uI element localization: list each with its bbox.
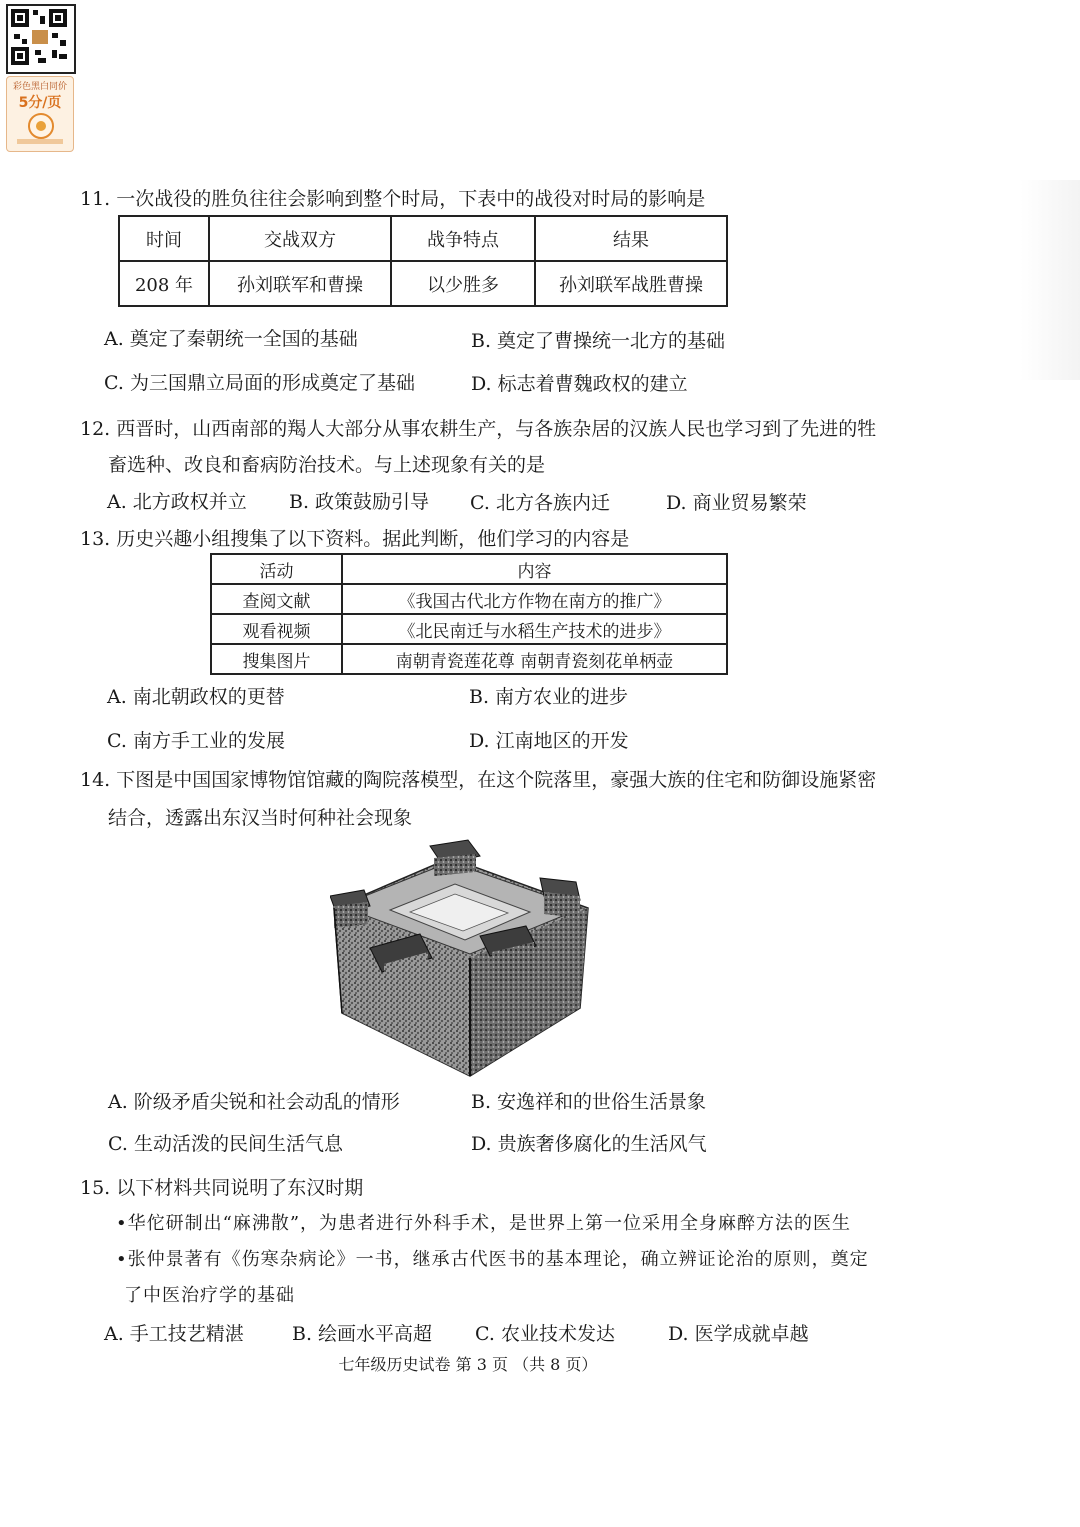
q13-option-c[interactable]: C. 南方手工业的发展: [107, 730, 285, 752]
q13-option-d[interactable]: D. 江南地区的开发: [469, 730, 629, 752]
q11-cell-feature: 以少胜多: [391, 261, 535, 306]
qr-code: [6, 4, 76, 74]
q13-row1-activity: 查阅文献: [211, 584, 342, 614]
badge-top-text: 彩色黑白同价: [12, 82, 67, 92]
q11-table: [118, 215, 728, 307]
q15-option-b[interactable]: B. 绘画水平高超: [292, 1323, 433, 1345]
q14-stem-line1: 14. 下图是中国国家博物馆馆藏的陶院落模型，在这个院落里，豪强大族的住宅和防御设施紧密: [80, 769, 877, 791]
q11-option-d[interactable]: D. 标志着曹魏政权的建立: [471, 373, 688, 395]
q13-header-activity: 活动: [211, 554, 342, 584]
q12-stem-line1: 12. 西晋时，山西南部的羯人大部分从事农耕生产，与各族杂居的汉族人民也学习到了先进的牲: [80, 418, 877, 440]
q11-option-c[interactable]: C. 为三国鼎立局面的形成奠定了基础: [104, 372, 415, 394]
q14-option-c[interactable]: C. 生动活泼的民间生活气息: [108, 1133, 343, 1155]
badge-footer-bar: [17, 139, 63, 144]
q13-row3-activity: 搜集图片: [211, 644, 342, 674]
q15-option-a[interactable]: A. 手工技艺精湛: [104, 1323, 244, 1345]
q14-option-b[interactable]: B. 安逸祥和的世俗生活景象: [471, 1091, 707, 1113]
scan-shadow: [1020, 180, 1080, 380]
q15-option-d[interactable]: D. 医学成就卓越: [668, 1323, 809, 1345]
q11-stem: 11. 一次战役的胜负往往会影响到整个时局，下表中的战役对时局的影响是: [80, 188, 706, 210]
q15-option-c[interactable]: C. 农业技术发达: [475, 1323, 615, 1345]
q11-header-result: 结果: [535, 216, 727, 261]
q11-header-feature: 战争特点: [391, 216, 535, 261]
q11-cell-time: 208 年: [119, 261, 209, 306]
q11-header-time: 时间: [119, 216, 209, 261]
q11-option-b[interactable]: B. 奠定了曹操统一北方的基础: [471, 330, 726, 352]
q11-header-sides: 交战双方: [209, 216, 391, 261]
q12-option-a[interactable]: A. 北方政权并立: [107, 491, 247, 513]
q15-bullet-zhangzhongjing-line2: 了中医治疗学的基础: [124, 1285, 295, 1306]
q11-cell-sides: 孙刘联军和曹操: [209, 261, 391, 306]
q14-option-a[interactable]: A. 阶级矛盾尖锐和社会动乱的情形: [108, 1091, 400, 1113]
q13-row2-activity: 观看视频: [211, 614, 342, 644]
q13-option-a[interactable]: A. 南北朝政权的更替: [107, 686, 285, 708]
price-badge: [6, 76, 74, 152]
q13-option-b[interactable]: B. 南方农业的进步: [469, 686, 629, 708]
q11-cell-result: 孙刘联军战胜曹操: [535, 261, 727, 306]
q13-header-content: 内容: [342, 554, 727, 584]
q12-option-d[interactable]: D. 商业贸易繁荣: [666, 492, 807, 514]
q13-row2-content: 《北民南迁与水稻生产技术的进步》: [342, 614, 727, 644]
q15-stem: 15. 以下材料共同说明了东汉时期: [80, 1177, 364, 1199]
q15-bullet-huatuo: •华佗研制出“麻沸散”，为患者进行外科手术，是世界上第一位采用全身麻醉方法的医生: [116, 1213, 852, 1234]
q13-stem: 13. 历史兴趣小组搜集了以下资料。据此判断，他们学习的内容是: [80, 528, 630, 550]
pottery-courtyard-model-image: [330, 838, 592, 1080]
badge-price: 5分/页: [18, 95, 62, 111]
q12-option-b[interactable]: B. 政策鼓励引导: [289, 491, 430, 513]
q11-option-a[interactable]: A. 奠定了秦朝统一全国的基础: [104, 328, 358, 350]
q14-stem-line2: 结合，透露出东汉当时何种社会现象: [108, 807, 413, 829]
q15-bullet-zhangzhongjing-line1: •张仲景著有《伤寒杂病论》一书，继承古代医书的基本理论，确立辨证论治的原则，奠定: [116, 1249, 869, 1270]
page-footer: 七年级历史试卷 第 3 页 （共 8 页）: [338, 1355, 598, 1374]
q12-option-c[interactable]: C. 北方各族内迁: [470, 492, 610, 514]
q14-option-d[interactable]: D. 贵族奢侈腐化的生活风气: [471, 1133, 707, 1155]
q13-row3-content: 南朝青瓷莲花尊 南朝青瓷刻花单柄壶: [342, 644, 727, 674]
badge-logo-icon: [28, 113, 54, 139]
q13-row1-content: 《我国古代北方作物在南方的推广》: [342, 584, 727, 614]
q13-table: [210, 553, 728, 675]
q12-stem-line2: 畜选种、改良和畜病防治技术。与上述现象有关的是: [108, 454, 546, 476]
